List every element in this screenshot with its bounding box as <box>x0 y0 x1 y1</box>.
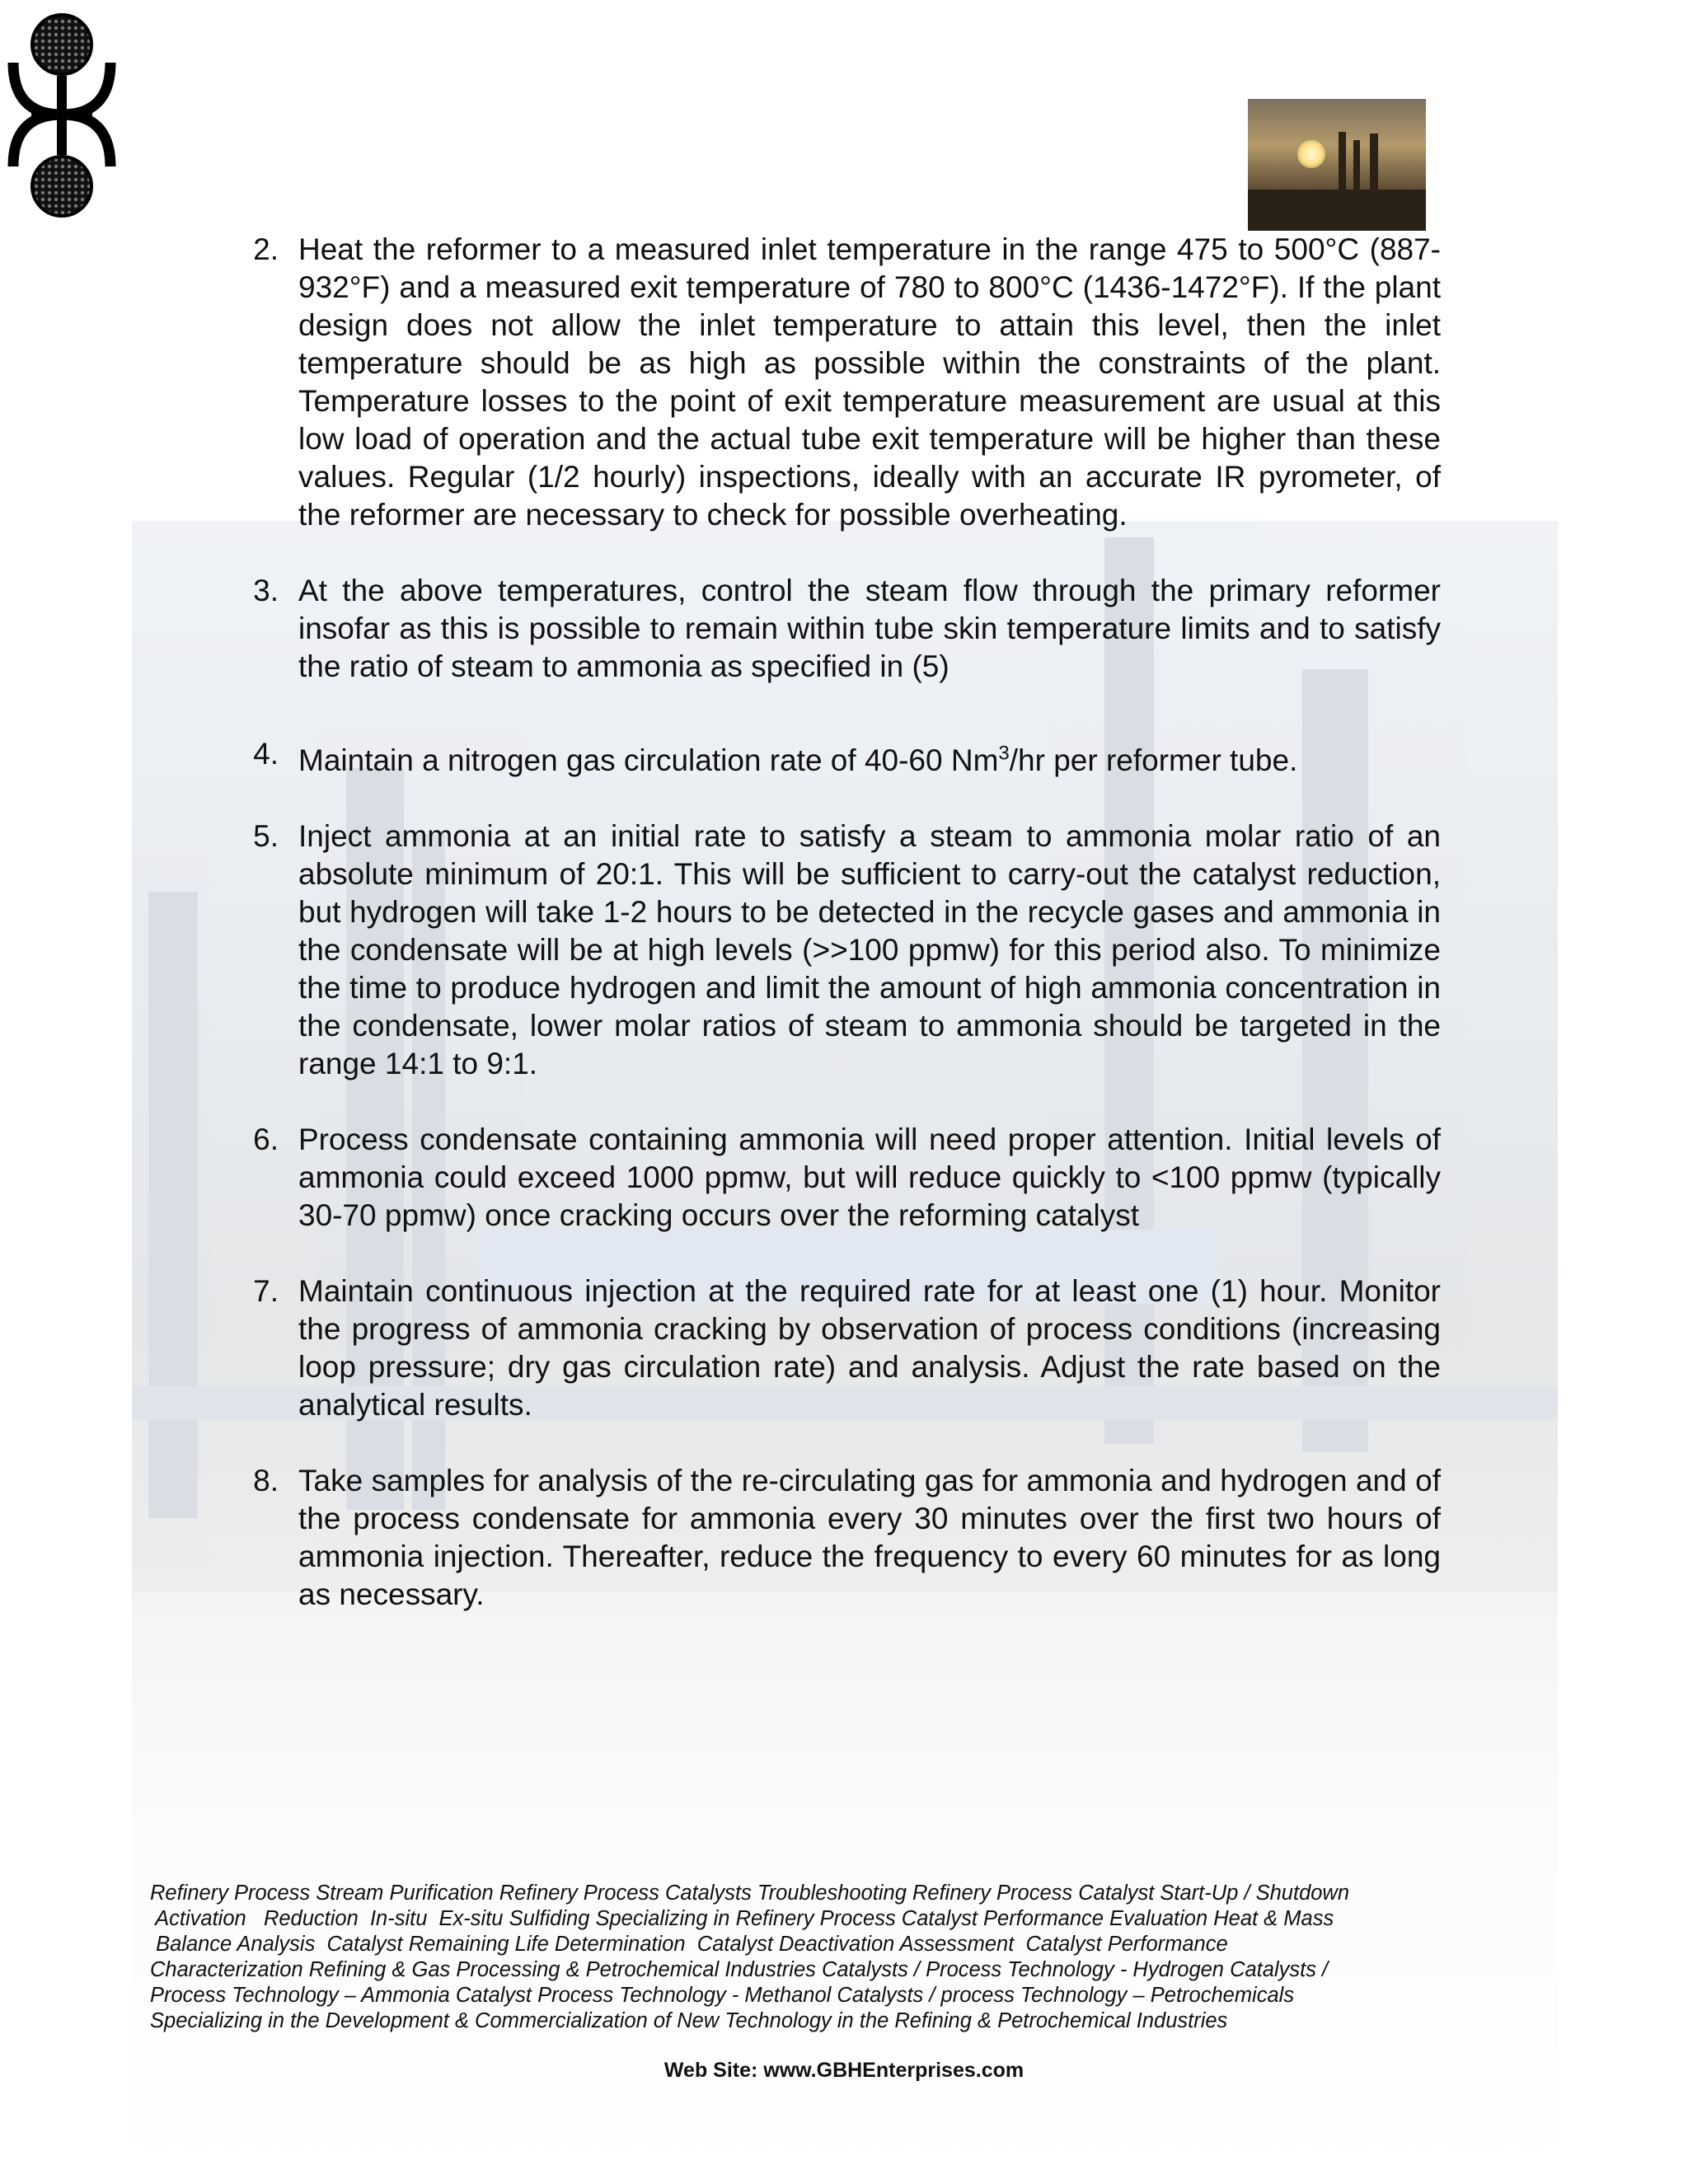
step-item <box>246 818 1441 1083</box>
step-number: 8. <box>253 1464 279 1498</box>
step-text: Maintain a nitrogen gas circulation rate of 40-60 Nm$^3$/hr per reformer tube. <box>298 743 1298 778</box>
footer-website: Web Site: www.GBHEnterprises.com <box>663 2059 1025 2082</box>
step-number: 2. <box>253 232 279 266</box>
footer-line: Balance Analysis Catalyst Remaining Life Determination Catalyst Deactivation Assessment Catalyst Performance <box>150 1933 1228 1956</box>
step-item <box>246 1121 1441 1235</box>
footer-line: Characterization Refining & Gas Processing & Petrochemical Industries Catalysts / Process Technology - Hydrogen Catalysts / <box>150 1958 1329 1981</box>
footer-line: Refinery Process Stream Purification Refinery Process Catalysts Troubleshooting Refinery Process Catalyst Start-Up / Shutdown <box>150 1882 1350 1905</box>
step-text: Maintain continuous injection at the required rate for at least one (1) hour. Monitor the progress of ammonia cracking by observation of process conditions (increasing loop pressure; dry gas circulation rate) and analysis. Adjust the rate based on the analytical results. <box>298 1274 1441 1422</box>
footer-line: Activation Reduction In-situ Ex-situ Sulfiding Specializing in Refinery Process Catalyst Performance Evaluation Heat & Mass <box>150 1907 1334 1930</box>
company-logo <box>7 12 117 218</box>
footer-services <box>150 1881 1436 2034</box>
step-item <box>246 1462 1441 1614</box>
step-number: 5. <box>253 819 279 854</box>
procedure-steps <box>246 231 1441 1614</box>
step-text: Take samples for analysis of the re-circulating gas for ammonia and hydrogen and of the process condensate for ammonia every 30 minutes over the first two hours of ammonia injection. Thereafter, reduce the frequency to every 60 minutes for as long as necessary. <box>298 1464 1441 1612</box>
step-text: At the above temperatures, control the steam flow through the primary reformer insofar as this is possible to remain within tube skin temperature limits and to satisfy the ratio of steam to ammonia as specified in (5) <box>298 574 1441 683</box>
step-item <box>246 231 1441 534</box>
step-item <box>246 572 1441 686</box>
step-text: Inject ammonia at an initial rate to satisfy a steam to ammonia molar ratio of an absolute minimum of 20:1. This will be sufficient to carry-out the catalyst reduction, but hydrogen will take 1-2 hours to be detected in the recycle gases and ammonia in the condensate will be at high levels (>>100 ppmw) for this period also. To minimize the time to produce hydrogen and limit the amount of high ammonia concentration in the condensate, lower molar ratios of steam to ammonia should be targeted in the range 14:1 to 9:1. <box>298 819 1441 1081</box>
footer-line: Specializing in the Development & Commercialization of New Technology in the Refining & Petrochemical Industries <box>150 2009 1228 2032</box>
step-item <box>246 1272 1441 1424</box>
step-text: Process condensate containing ammonia will need proper attention. Initial levels of ammonia could exceed 1000 ppmw, but will reduce quickly to <100 ppmw (typically 30-70 ppmw) once cracking occurs over the reforming catalyst <box>298 1122 1441 1233</box>
refinery-sunset-photo <box>1248 99 1426 231</box>
footer-line: Process Technology – Ammonia Catalyst Process Technology - Methanol Catalysts / process Technology – Petrochemicals <box>150 1984 1295 2007</box>
step-number: 4. <box>253 737 279 771</box>
step-text: Heat the reformer to a measured inlet temperature in the range 475 to 500°C (887-932°F) and a measured exit temperature of 780 to 800°C (1436-1472°F). If the plant design does not allow the inlet temperature to attain this level, then the inlet temperature should be as high as possible within the constraints of the plant. Temperature losses to the point of exit temperature measurement are usual at this low load of operation and the actual tube exit temperature will be higher than these values. Regular (1/2 hourly) inspections, ideally with an accurate IR pyrometer, of the reformer are necessary to check for possible overheating. <box>298 232 1441 532</box>
step-item <box>246 735 1441 780</box>
step-number: 7. <box>253 1274 279 1309</box>
step-number: 3. <box>253 574 279 607</box>
step-number: 6. <box>253 1122 279 1157</box>
